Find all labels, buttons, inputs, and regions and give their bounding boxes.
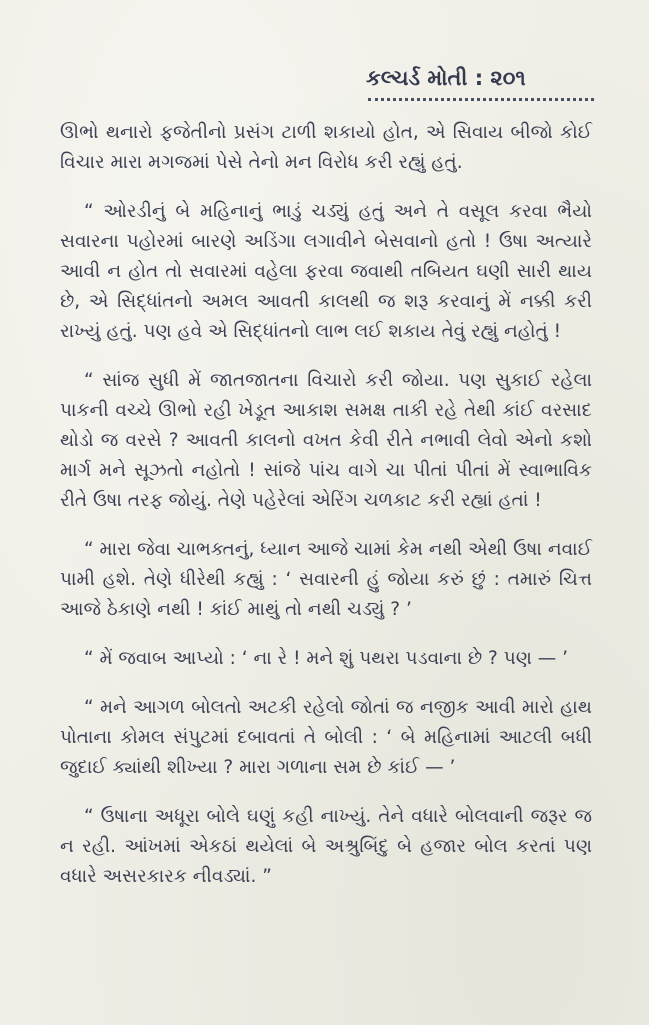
paragraph: “ સાંજ સુધી મેં જાતજાતના વિચારો કરી જોયા. પણ સુકાઈ રહેલા પાકની વચ્ચે ઊભો રહી ખેડૂત આકાશ સમક્ષ તાકી રહે તેથી કાંઈ વરસાદ થોડો જ વરસે ? આવતી કાલનો વખત કેવી રીતે નભાવી લેવો એનો કશો માર્ગ મને સૂઝતો નહોતો ! સાંજે પાંચ વાગે ચા પીતાં પીતાં મેં સ્વાભાવિક રીતે ઉષા તરફ જોયું. તેણે પહેરેલાં એરિંગ ચળકાટ કરી રહ્યાં હતાં ! [60,370,592,511]
paragraph: “ મારા જેવા ચાભક્તનું, ધ્યાન આજે ચામાં કેમ નથી એથી ઉષા નવાઈ પામી હશે. તેણે ધીરેથી કહ્યું : ‘ સવારની હું જોયા કરું છું : તમારું ચિત્ત આજે ઠેકાણે નથી ! કાંઈ માથું તો નથી ચડ્યું ? ’ [60,539,592,620]
paragraph: “ મેં જવાબ આપ્યો : ‘ ના રે ! મને શું પથરા પડવાના છે ? પણ — ’ [84,648,569,669]
paragraph: ઊભો થનારો ફજેતીનો પ્રસંગ ટાળી શકાયો હોત, એ સિવાય બીજો કોઈ વિચાર મારા મગજમાં પેસે તેનો મન વિરોધ કરી રહ્યું હતું. [60,122,592,173]
paragraph: “ ઉષાના અધૂરા બોલે ઘણું કહી નાખ્યું. તેને વધારે બોલવાની જરૂર જ ન રહી. આંખમાં એકઠાં થયેલાં બે અશ્રુબિંદુ બે હજાર બોલ કરતાં પણ વધારે અસરકારક નીવડ્યાં. ” [60,806,592,887]
dotted-rule [368,98,594,101]
page-body [60,118,592,911]
running-head: કલ્ચર્ડ મોતી : ૨૦૧ [366,66,526,90]
paragraph: “ ઓરડીનું બે મહિનાનું ભાડું ચડ્યું હતું અને તે વસૂલ કરવા ભૈયો સવારના પહોરમાં બારણે અડિંગા લગાવીને બેસવાનો હતો ! ઉષા અત્યારે આવી ન હોત તો સવારમાં વહેલા ફરવા જવાથી તબિયત ઘણી સારી થાય છે, એ સિદ્ધાંતનો અમલ આવતી કાલથી જ શરૂ કરવાનું મેં નક્કી કરી રાખ્યું હતું. પણ હવે એ સિદ્ધાંતનો લાભ લઈ શકાય તેવું રહ્યું નહોતું ! [60,201,592,342]
paragraph: “ મને આગળ બોલતો અટકી રહેલો જોતાં જ નજીક આવી મારો હાથ પોતાના કોમલ સંપુટમાં દબાવતાં તે બોલી : ‘ બે મહિનામાં આટલી બધી જુદાઈ ક્યાંથી શીખ્યા ? મારા ગળાના સમ છે કાંઈ — ’ [60,697,592,778]
